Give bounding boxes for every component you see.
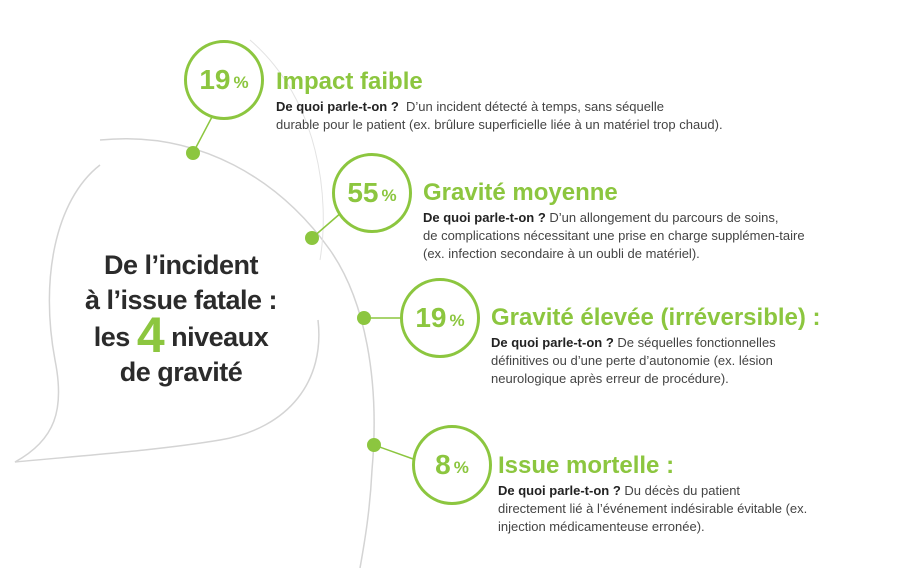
percent-value: 19: [415, 302, 447, 333]
headline-text: les: [93, 322, 130, 352]
question-label: De quoi parle-t-on ?: [423, 210, 546, 225]
percent-sign: %: [233, 73, 249, 92]
question-label: De quoi parle-t-on ?: [498, 483, 621, 498]
percent-value: 55: [347, 177, 379, 208]
description-text: D’un allongement du parcours de soins,: [549, 210, 779, 225]
description-text: définitives ou d’une perte d’autonomie (ex. lésion neurologique après erreur de procédure).: [491, 353, 773, 386]
description-text: directement lié à l’événement indésirable évitable (ex. injection médicamenteuse erronée).: [498, 501, 808, 534]
question-label: De quoi parle-t-on ?: [276, 99, 399, 114]
level-title: Gravité élevée (irréversible) :: [491, 304, 821, 331]
headline-text: niveaux: [171, 322, 269, 352]
headline-line: de gravité: [119, 357, 243, 387]
level-description: [276, 98, 796, 134]
connector-dot: [305, 231, 319, 245]
headline-line: [40, 307, 322, 363]
level-description: [491, 334, 831, 388]
description-text: D’un incident détecté à temps, sans séquelle: [406, 99, 665, 114]
percent-sign: %: [449, 311, 465, 330]
connector-dot: [367, 438, 381, 452]
description-text: De séquelles fonctionnelles: [617, 335, 776, 350]
level-title: Impact faible: [276, 68, 423, 95]
level-title: Gravité moyenne: [423, 179, 618, 206]
percent-badge: [412, 425, 492, 505]
level-description: [423, 209, 823, 263]
question-label: De quoi parle-t-on ?: [491, 335, 614, 350]
percent-sign: %: [381, 186, 397, 205]
percent-sign: %: [453, 458, 469, 477]
percent-value: 19: [199, 64, 231, 95]
percent-badge: [332, 153, 412, 233]
headline-line: à l’issue fatale :: [84, 285, 278, 315]
connector-dot: [357, 311, 371, 325]
description-text: durable pour le patient (ex. brûlure superficielle liée à un matériel trop chaud).: [276, 117, 723, 132]
description-text: de complications nécessitant une prise en charge supplémen-taire (ex. infection secondaire à un oubli de matériel).: [423, 228, 805, 261]
headline: [40, 248, 322, 390]
level-title: Issue mortelle :: [498, 452, 675, 479]
level-description: [498, 482, 823, 536]
percent-value: 8: [435, 449, 451, 480]
percent-badge: [184, 40, 264, 120]
connector-dot: [186, 146, 200, 160]
percent-badge: [400, 278, 480, 358]
headline-line: De l’incident: [103, 250, 259, 280]
headline-number: 4: [136, 307, 165, 363]
description-text: Du décès du patient: [624, 483, 741, 498]
